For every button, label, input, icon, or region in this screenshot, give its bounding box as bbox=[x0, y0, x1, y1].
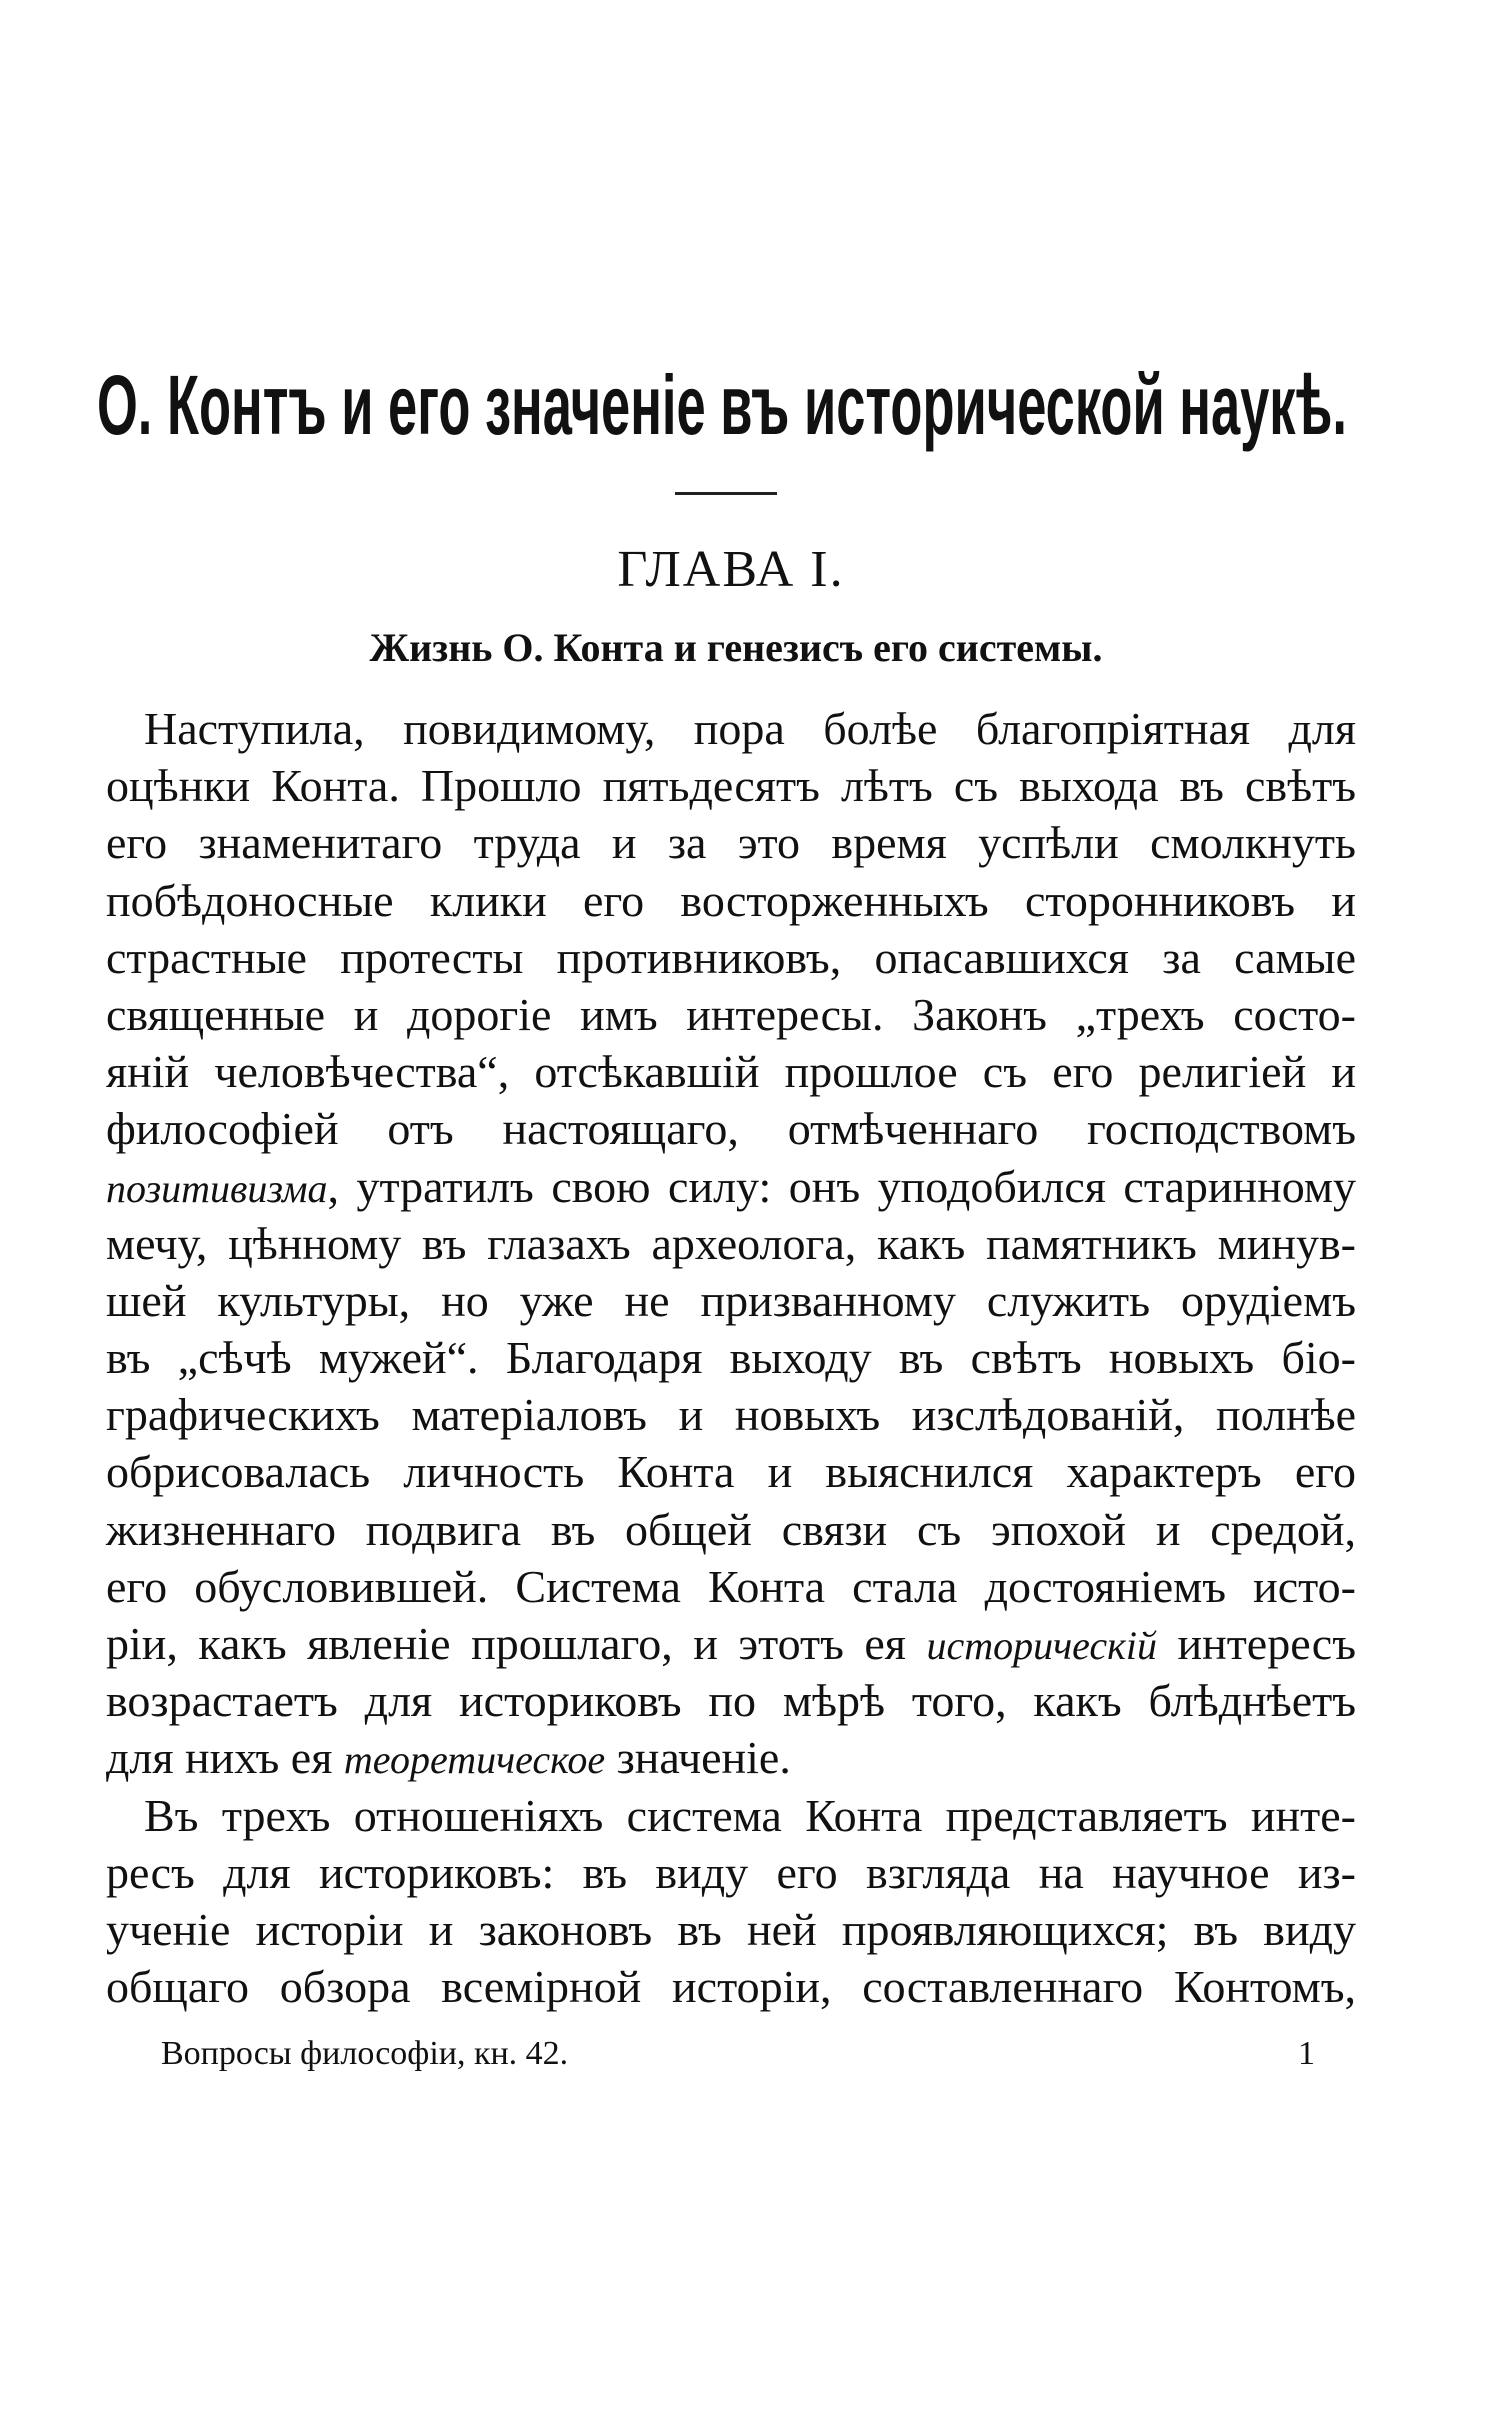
text-segment: интересъ bbox=[1156, 1618, 1356, 1669]
text-line: мечу, цѣнному въ глазахъ археолога, какъ памятникъ минув- bbox=[106, 1217, 1356, 1269]
text-line: оцѣнки Конта. Прошло пятьдесятъ лѣтъ съ выхода въ свѣтъ bbox=[106, 760, 1356, 812]
text-line: въ „сѣчѣ мужей“. Благодаря выходу въ свѣтъ новыхъ біо- bbox=[106, 1332, 1356, 1384]
text-line: побѣдоносные клики его восторженныхъ сторонниковъ и bbox=[106, 874, 1356, 926]
text-line: шей культуры, но уже не призванному служить орудіемъ bbox=[106, 1274, 1356, 1326]
text-line: общаго обзора всемірной исторіи, составленнаго Контомъ, bbox=[106, 1961, 1356, 2013]
text-line bbox=[106, 1615, 1356, 1672]
text-line bbox=[106, 1729, 1356, 1786]
body-text bbox=[106, 700, 1356, 2015]
text-segment: значеніе. bbox=[605, 1732, 791, 1784]
text-line: страстные протесты противниковъ, опасавшихся за самые bbox=[106, 931, 1356, 983]
text-line: Наступила, повидимому, пора болѣе благопріятная для bbox=[144, 703, 1356, 754]
title-divider bbox=[675, 492, 777, 495]
text-line: яній человѣчества“, отсѣкавшій прошлое съ его религіей и bbox=[106, 1046, 1356, 1098]
text-line: ресъ для историковъ: въ виду его взгляда на научное из- bbox=[106, 1846, 1356, 1898]
chapter-heading: ГЛАВА I. bbox=[617, 541, 845, 598]
text-line: Въ трехъ отношеніяхъ система Конта представляетъ инте- bbox=[144, 1789, 1356, 1841]
text-segment: для нихъ ея bbox=[106, 1732, 344, 1784]
text-line: священные и дорогіе имъ интересы. Законъ „трехъ состо- bbox=[106, 988, 1356, 1040]
text-segment: , утратилъ свою силу: онъ уподобился старинному bbox=[327, 1160, 1356, 1212]
text-line: жизненнаго подвига въ общей связи съ эпохой и средой, bbox=[106, 1503, 1356, 1555]
text-segment: ріи, какъ явленіе прошлаго, и этотъ ея bbox=[106, 1618, 927, 1669]
text-line: его знаменитаго труда и за это время успѣли смолкнуть bbox=[106, 817, 1356, 869]
italic-term: позитивизма bbox=[106, 1165, 328, 1211]
chapter-subtitle: Жизнь О. Конта и генезисъ его системы. bbox=[369, 625, 1103, 670]
italic-term: историческій bbox=[926, 1623, 1157, 1668]
text-line: обрисовалась личность Конта и выяснился характеръ его bbox=[106, 1446, 1356, 1498]
text-line: философіей отъ настоящаго, отмѣченнаго господствомъ bbox=[106, 1103, 1356, 1155]
footer-journal-signature: Вопросы философіи, кн. 42. bbox=[161, 2035, 569, 2072]
text-line: возрастаетъ для историковъ по мѣрѣ того, какъ блѣднѣетъ bbox=[106, 1675, 1356, 1727]
text-line: графическихъ матеріаловъ и новыхъ изслѣдованій, полнѣе bbox=[106, 1389, 1356, 1441]
text-line: ученіе исторіи и законовъ въ ней проявляющихся; въ виду bbox=[106, 1903, 1356, 1955]
text-line bbox=[106, 1158, 1356, 1215]
italic-term: теоретическое bbox=[343, 1737, 606, 1783]
text-line: его обусловившей. Система Конта стала достояніемъ исто- bbox=[106, 1560, 1356, 1612]
page-number: 1 bbox=[1298, 2035, 1315, 2072]
article-title: О. Контъ и его значеніе въ исторической наукѣ. bbox=[97, 358, 1347, 452]
